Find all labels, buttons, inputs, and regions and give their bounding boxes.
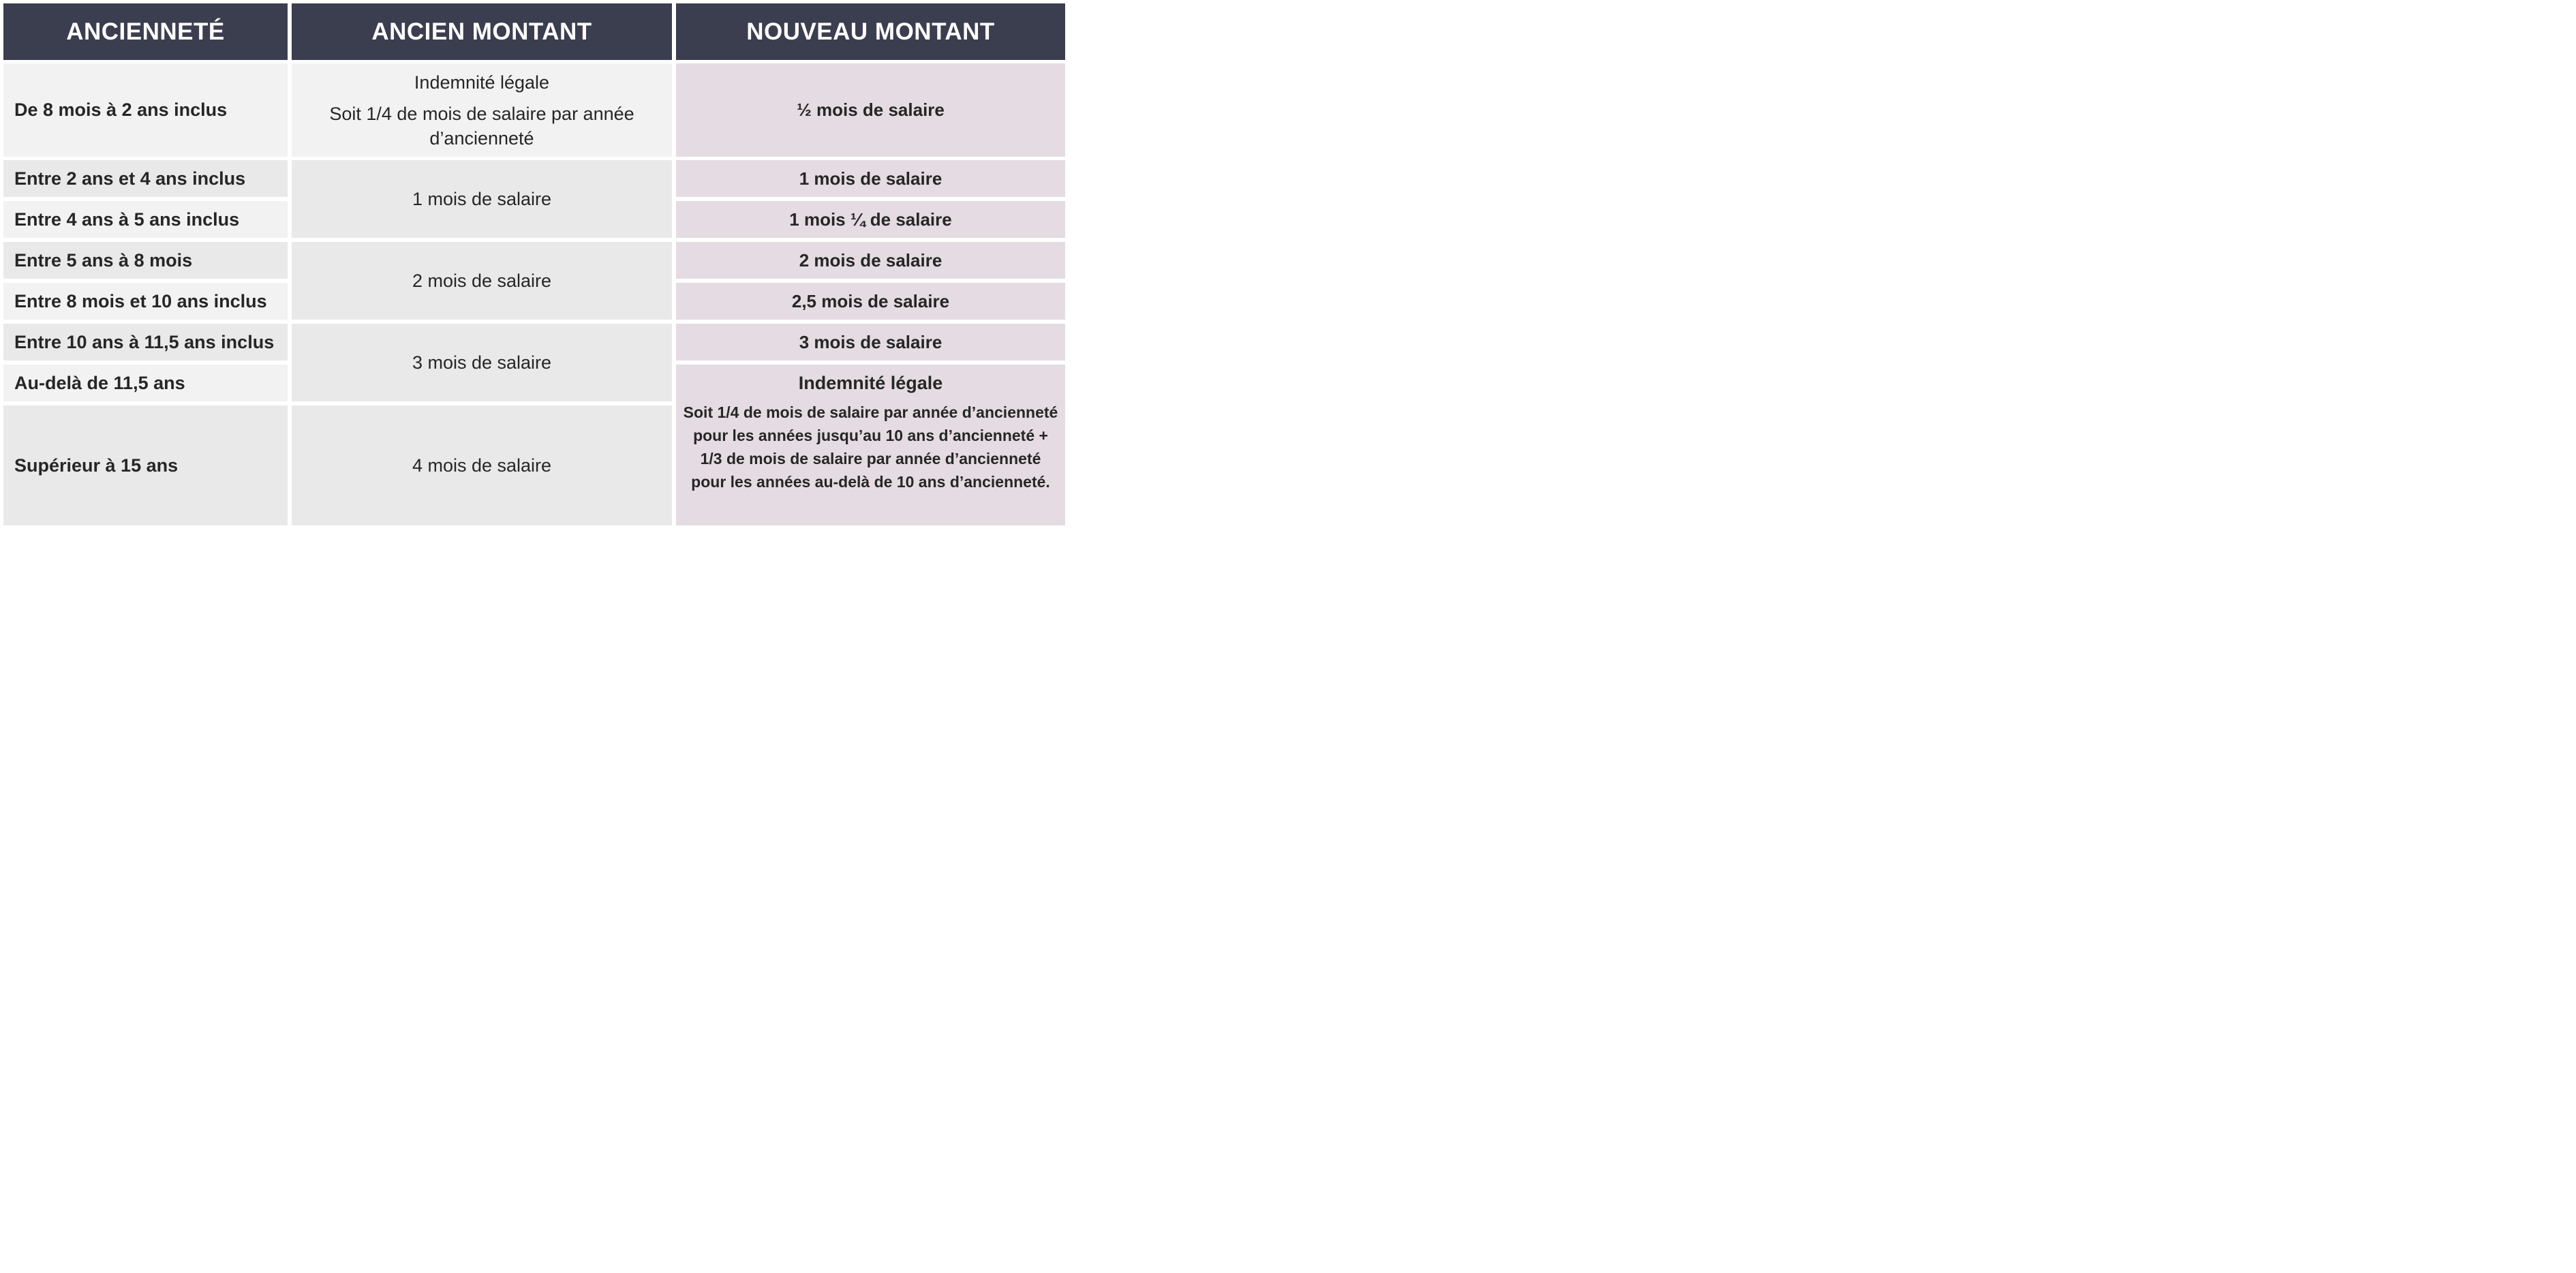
nouveau-montant-cell <box>676 365 1065 525</box>
ancien-montant-cell <box>292 63 672 157</box>
header-nouveau-montant <box>676 3 1065 60</box>
ancien-legal-detail: Soit 1/4 de mois de salaire par année d’ancienneté <box>329 103 634 149</box>
nouveau-montant-cell <box>676 242 1065 279</box>
ancien-montant-cell <box>292 242 672 320</box>
header-anciennete <box>3 3 288 60</box>
nouveau-legal-detail: Soit 1/4 de mois de salaire par année d’ancienneté pour les années jusqu’au 10 ans d’ancienneté + 1/3 de mois de salaire par année d’ancienneté pour les années au-delà de 10 ans d’ancienneté. <box>683 403 1058 491</box>
header-ancien-montant-label: ANCIEN MONTANT <box>371 18 592 45</box>
anciennete-label: Supérieur à 15 ans <box>14 455 179 476</box>
nouveau-montant-value: 1 mois ¼ de salaire <box>789 209 952 230</box>
anciennete-label: Entre 4 ans à 5 ans inclus <box>14 209 240 230</box>
ancien-montant-value: 1 mois de salaire <box>412 189 552 209</box>
anciennete-cell <box>3 365 288 401</box>
anciennete-label: De 8 mois à 2 ans inclus <box>14 99 228 120</box>
nouveau-montant-value: ½ mois de salaire <box>797 99 945 120</box>
ancien-legal-title: Indemnité légale <box>414 72 550 93</box>
nouveau-montant-cell <box>676 283 1065 320</box>
ancien-montant-cell <box>292 324 672 401</box>
anciennete-cell <box>3 242 288 279</box>
nouveau-montant-cell <box>676 201 1065 238</box>
ancien-montant-cell <box>292 160 672 238</box>
anciennete-cell <box>3 201 288 238</box>
nouveau-montant-value: 2,5 mois de salaire <box>791 290 950 311</box>
nouveau-montant-value: 1 mois de salaire <box>799 168 942 189</box>
header-ancien-montant <box>292 3 672 60</box>
nouveau-montant-cell <box>676 324 1065 361</box>
ancien-montant-value: 3 mois de salaire <box>412 352 552 373</box>
anciennete-label: Au-delà de 11,5 ans <box>14 372 185 393</box>
ancien-montant-cell <box>292 405 672 525</box>
header-anciennete-label: ANCIENNETÉ <box>66 18 225 45</box>
nouveau-montant-cell <box>676 63 1065 157</box>
anciennete-cell <box>3 160 288 197</box>
anciennete-cell <box>3 324 288 361</box>
anciennete-cell <box>3 405 288 525</box>
anciennete-label: Entre 10 ans à 11,5 ans inclus <box>14 331 275 352</box>
anciennete-cell <box>3 283 288 320</box>
ancien-montant-value: 4 mois de salaire <box>412 455 552 476</box>
nouveau-legal-title: Indemnité légale <box>798 373 943 393</box>
severance-table <box>0 0 1069 529</box>
nouveau-montant-value: 3 mois de salaire <box>799 331 942 352</box>
anciennete-label: Entre 5 ans à 8 mois <box>14 249 193 271</box>
anciennete-cell <box>3 63 288 157</box>
nouveau-montant-value: 2 mois de salaire <box>799 249 942 271</box>
header-nouveau-montant-label: NOUVEAU MONTANT <box>746 18 995 45</box>
nouveau-montant-cell <box>676 160 1065 197</box>
anciennete-label: Entre 8 mois et 10 ans inclus <box>14 290 267 311</box>
anciennete-label: Entre 2 ans et 4 ans inclus <box>14 168 246 189</box>
ancien-montant-value: 2 mois de salaire <box>412 271 552 291</box>
